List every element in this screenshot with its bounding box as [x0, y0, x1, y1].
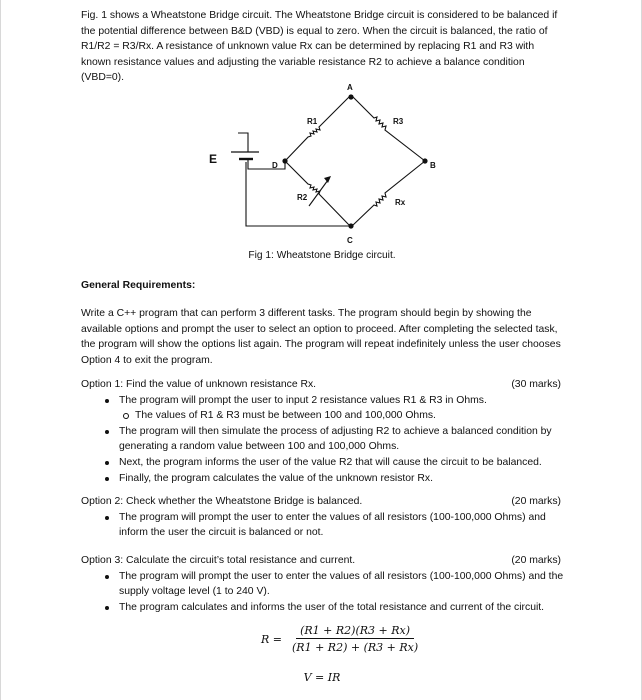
- figure-caption: Fig 1: Wheatstone Bridge circuit.: [248, 250, 396, 261]
- r1-label: R1: [307, 117, 318, 126]
- r2-label: R2: [297, 193, 308, 202]
- node-d-label: D: [272, 161, 278, 170]
- option-3-marks: (20 marks): [511, 555, 561, 566]
- option-3-bullet: The program calculates and informs the user of the total resistance and current of the circuit.: [81, 600, 565, 616]
- rx-resistor: [352, 161, 425, 226]
- node-b-dot: [422, 158, 427, 163]
- r2-arrowhead: [324, 176, 331, 183]
- formula-numerator: (R1 + R2)(R3 + Rx): [296, 624, 414, 639]
- battery-top-wire: [238, 133, 248, 152]
- formula-lhs: R =: [261, 632, 282, 646]
- node-d-dot: [282, 158, 287, 163]
- general-requirements-heading: General Requirements:: [81, 280, 196, 291]
- option-1-bullet-text: The program will prompt the user to input 2 resistance values R1 & R3 in Ohms.: [119, 394, 487, 406]
- node-a-label: A: [347, 83, 353, 92]
- option-1-bullet: The program will then simulate the process of adjusting R2 to achieve a balanced condition by generating a random value between 100 and 100,000 Ohms.: [81, 424, 565, 455]
- option-1: [81, 377, 565, 486]
- formula-fraction: [288, 624, 422, 654]
- r3-resistor: [353, 97, 425, 161]
- r2-variable-arrow: [309, 180, 328, 206]
- source-e-label: E: [209, 152, 218, 166]
- r3-label: R3: [393, 117, 404, 126]
- option-1-bullet: Finally, the program calculates the value of the unknown resistor Rx.: [81, 471, 565, 487]
- option-2: [81, 494, 565, 541]
- option-2-title: Option 2: Check whether the Wheatstone Bridge is balanced.: [81, 496, 363, 507]
- node-c-label: C: [347, 236, 353, 245]
- r1-resistor: [285, 97, 349, 161]
- node-a-dot: [348, 94, 353, 99]
- option-1-bullet: [81, 393, 565, 424]
- total-resistance-formula: [261, 624, 422, 654]
- rx-label: Rx: [395, 198, 406, 207]
- option-2-marks: (20 marks): [511, 496, 561, 507]
- intro-paragraph: Fig. 1 shows a Wheatstone Bridge circuit. The Wheatstone Bridge circuit is considered to be balanced if the potential difference between B&D (VBD) is equal to zero. When the circuit is balanced, the ratio of R1/R2 = R3/Rx. A resistance of unknown value Rx can be determined by replacing R1 and R3 with known resistance values and adjusting the variable resistance R2 to achieve a balance condition (VBD=0).: [81, 10, 558, 84]
- option-3-title: Option 3: Calculate the circuit’s total resistance and current.: [81, 555, 356, 566]
- option-1-marks: (30 marks): [511, 379, 561, 390]
- general-requirements-paragraph: Write a C++ program that can perform 3 different tasks. The program should begin by showing the available options and prompt the user to select an option to proceed. After completing the selected task, the program will show the options list again. The program will repeat indefinitely unless the user chooses Option 4 to exit the program.: [81, 308, 561, 366]
- option-1-sub-bullet: The values of R1 & R3 must be between 100 and 100,000 Ohms.: [81, 408, 565, 424]
- option-3-bullet: The program will prompt the user to enter the values of all resistors (100-100,000 Ohms) and the supply voltage level (1 to 240 V).: [81, 569, 565, 600]
- battery-right-wire: [248, 160, 285, 169]
- option-1-bullet: Next, the program informs the user of the value R2 that will cause the circuit to be balanced.: [81, 455, 565, 471]
- node-c-dot: [348, 223, 353, 228]
- option-2-bullet: The program will prompt the user to enter the values of all resistors (100-100,000 Ohms) and inform the user the circuit is balanced or not.: [81, 510, 565, 541]
- node-b-label: B: [430, 161, 436, 170]
- option-1-title: Option 1: Find the value of unknown resistance Rx.: [81, 379, 317, 390]
- formula-denominator: (R1 + R2) + (R3 + Rx): [292, 641, 419, 654]
- option-3: [81, 553, 565, 615]
- ohms-law-formula: V = IR: [303, 671, 341, 684]
